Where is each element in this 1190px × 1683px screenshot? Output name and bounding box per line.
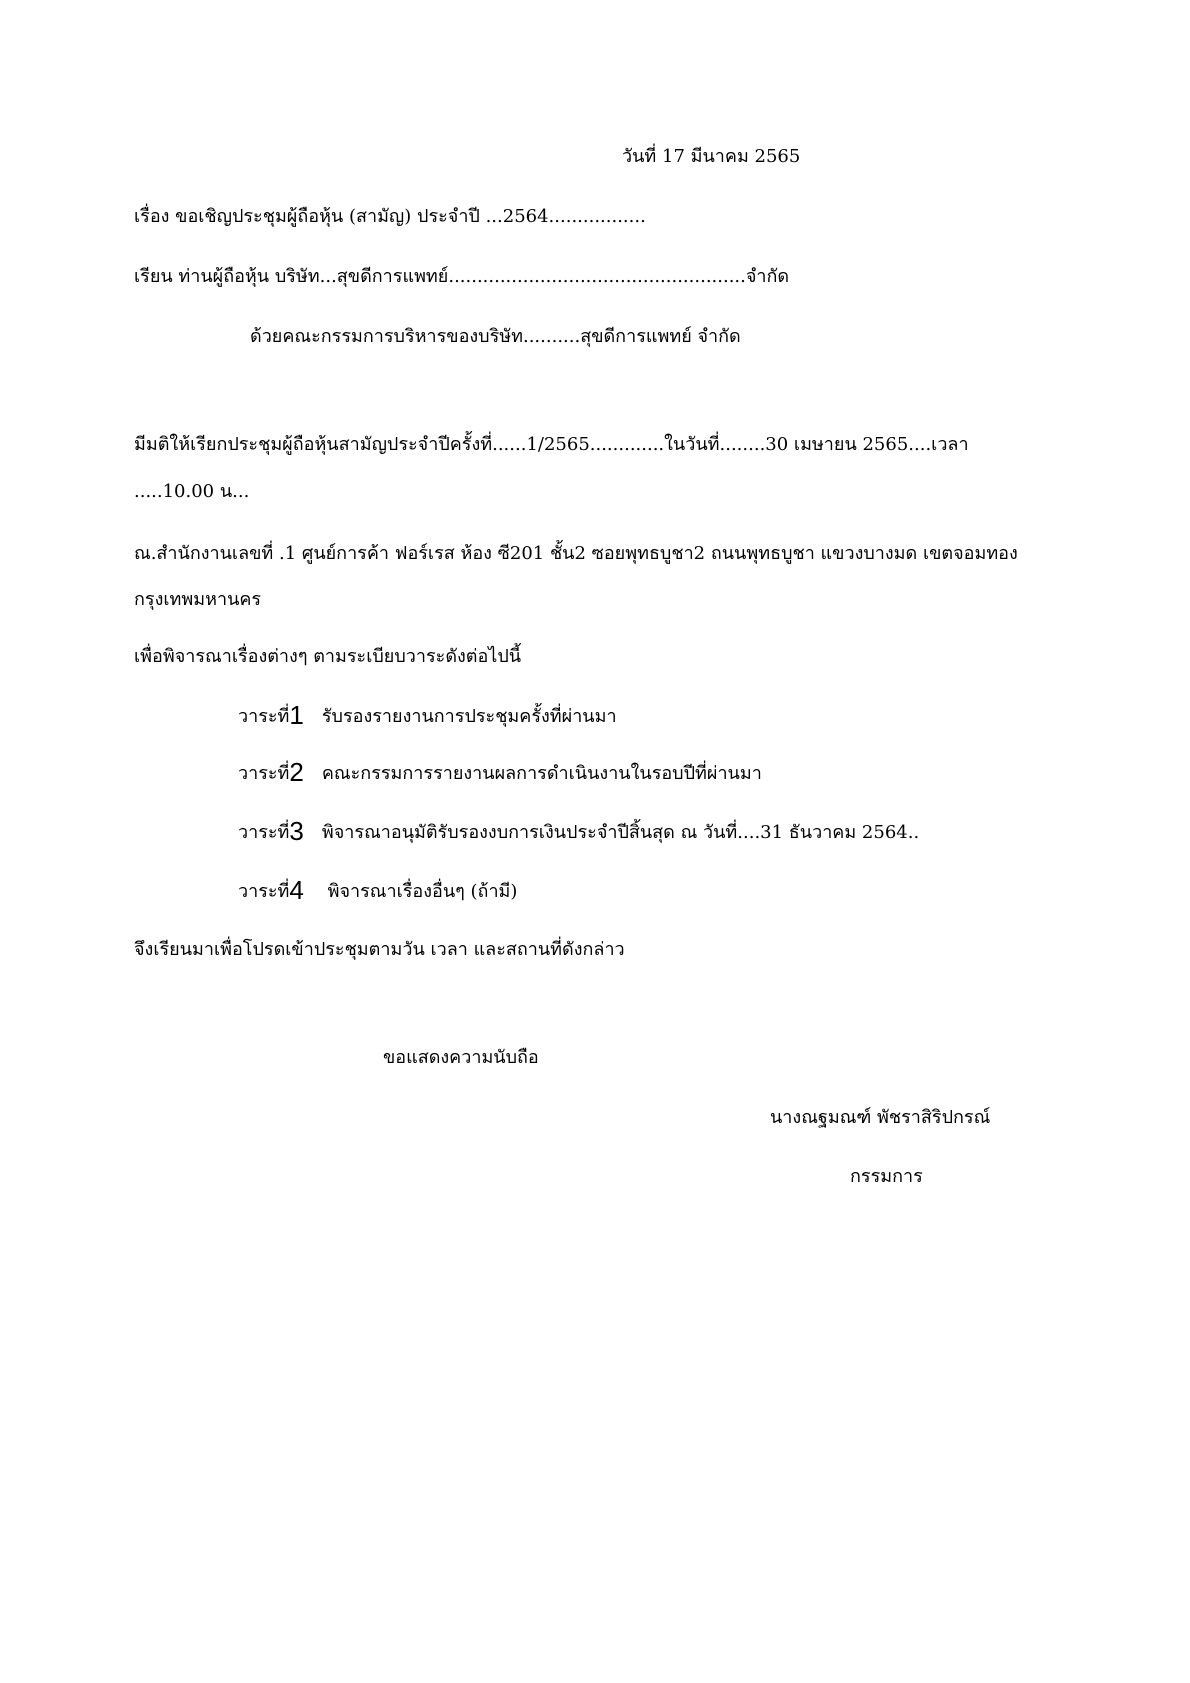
agenda-label: วาระที่ xyxy=(238,822,290,843)
agenda-text: พิจารณาอนุมัติรับรองงบการเงินประจำปีสิ้นสุด ณ วันที่....31 ธันวาคม 2564.. xyxy=(321,822,920,843)
closing-salutation: ขอแสดงความนับถือ xyxy=(383,1047,539,1068)
venue-line-2: กรุงเทพมหานคร xyxy=(134,589,262,610)
agenda-label: วาระที่ xyxy=(238,706,290,727)
agenda-label: วาระที่ xyxy=(238,763,290,784)
resolution-line-2: .....10.00 น... xyxy=(134,481,250,502)
agenda-text: รับรองรายงานการประชุมครั้งที่ผ่านมา xyxy=(321,706,617,727)
agenda-label: วาระที่ xyxy=(238,881,290,902)
venue-line-1: ณ.สำนักงานเลขที่ .1 ศูนย์การค้า ฟอร์เรส ห้อง ซี201 ชั้น2 ซอยพุทธบูชา2 ถนนพุทธบูชา แขวงบางมด เขตจอมทอง xyxy=(134,543,1018,564)
agenda-text: คณะกรรมการรายงานผลการดำเนินงานในรอบปีที่ผ่านมา xyxy=(321,763,762,784)
agenda-number: 3 xyxy=(289,816,304,846)
letter-subject: เรื่อง ขอเชิญประชุมผู้ถือหุ้น (สามัญ) ประจำปี ...2564................. xyxy=(134,206,646,227)
agenda-text: พิจารณาเรื่องอื่นๆ (ถ้ามี) xyxy=(321,881,518,902)
agenda-intro: เพื่อพิจารณาเรื่องต่างๆ ตามระเบียบวาระดังต่อไปนี้ xyxy=(134,646,522,667)
agenda-item xyxy=(238,816,920,846)
agenda-number: 2 xyxy=(289,757,304,787)
letter-salutation: เรียน ท่านผู้ถือหุ้น บริษัท...สุขดีการแพทย์....................................................จำกัด xyxy=(134,266,790,287)
signatory-name: นางณฐมณฑ์ พัชราสิริปกรณ์ xyxy=(770,1107,991,1128)
agenda-item xyxy=(238,757,762,787)
agenda-item xyxy=(238,875,518,905)
agenda-number: 4 xyxy=(289,875,304,905)
signatory-title: กรรมการ xyxy=(850,1166,923,1187)
letter-date: วันที่ 17 มีนาคม 2565 xyxy=(622,146,801,167)
closing-request: จึงเรียนมาเพื่อโปรดเข้าประชุมตามวัน เวลา และสถานที่ดังกล่าว xyxy=(134,939,625,960)
resolution-line-1: มีมติให้เรียกประชุมผู้ถือหุ้นสามัญประจำปีครั้งที่......1/2565.............ในวันที่........30 เมษายน 2565....เวลา xyxy=(134,434,969,455)
agenda-number: 1 xyxy=(289,700,304,730)
agenda-item xyxy=(238,700,617,730)
letter-intro: ด้วยคณะกรรมการบริหารของบริษัท..........สุขดีการแพทย์ จำกัด xyxy=(250,326,741,347)
